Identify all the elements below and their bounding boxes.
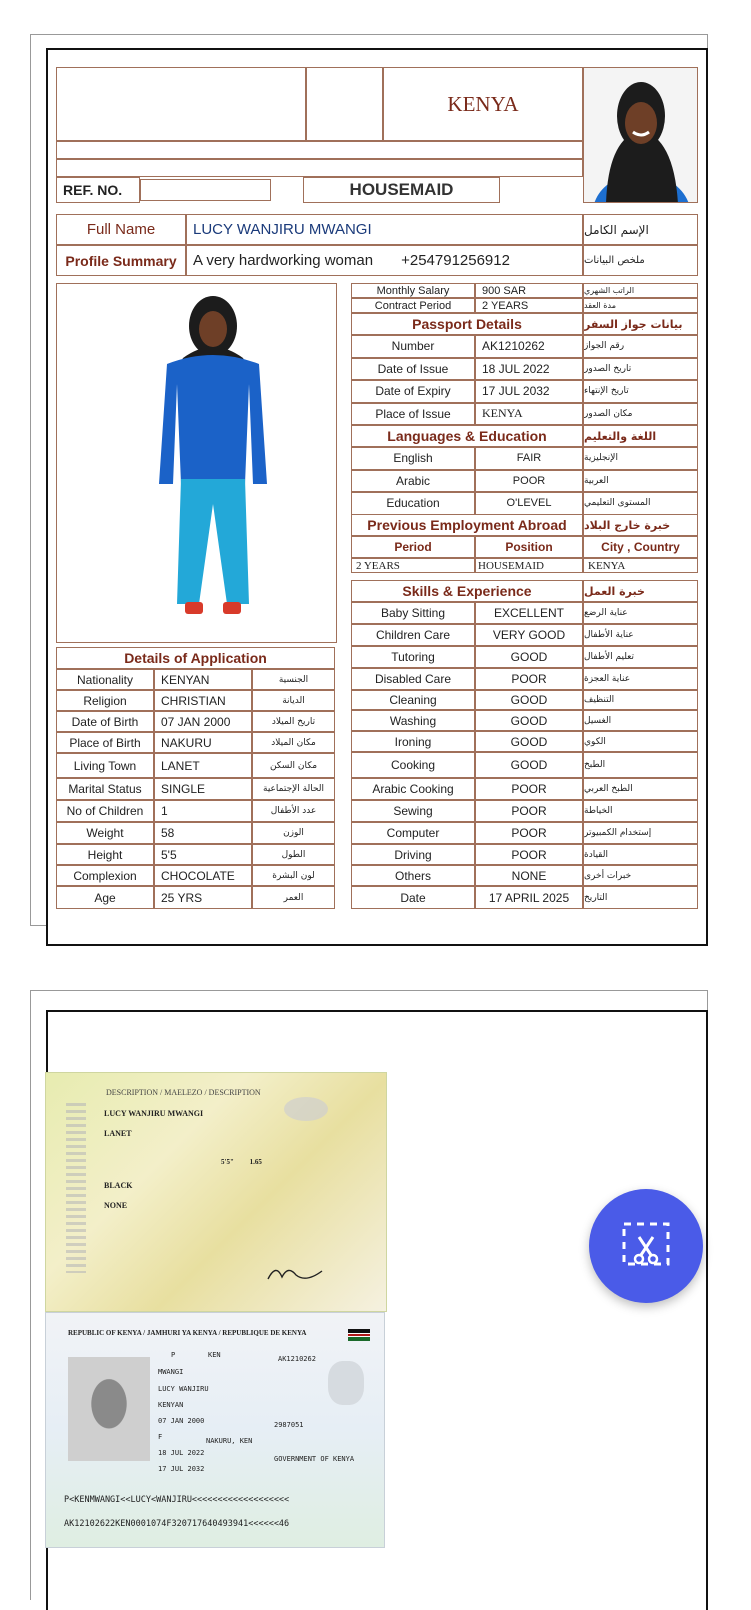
job-title: HOUSEMAID xyxy=(303,177,500,203)
passport-0-label: Number xyxy=(351,335,475,358)
passport-scan-peculiarities: NONE xyxy=(104,1201,128,1210)
employment-country: KENYA xyxy=(583,558,698,573)
skill-6-ar: الكوي xyxy=(583,731,698,752)
application-10-value: 25 YRS xyxy=(154,886,252,909)
passport-0-ar: رقم الجواز xyxy=(583,335,698,358)
language-1-value: POOR xyxy=(475,470,583,493)
passport-3-label: Place of Issue xyxy=(351,403,475,426)
application-9-ar: لون البشرة xyxy=(252,865,335,886)
contract-1-label: Contract Period xyxy=(351,298,475,313)
employment-position: HOUSEMAID xyxy=(475,558,583,573)
language-2-label: Education xyxy=(351,492,475,515)
skill-2-value: GOOD xyxy=(475,646,583,668)
skills-title: Skills & Experience xyxy=(351,580,583,602)
passport-surname: MWANGI xyxy=(158,1368,184,1376)
profile-ar: ملخص البيانات xyxy=(583,245,698,276)
skill-0-label: Baby Sitting xyxy=(351,602,475,624)
language-0-label: English xyxy=(351,447,475,470)
application-6-ar: عدد الأطفال xyxy=(252,800,335,822)
language-2-value: O'LEVEL xyxy=(475,492,583,515)
skill-7-value: GOOD xyxy=(475,752,583,778)
application-5-value: SINGLE xyxy=(154,778,252,800)
application-3-label: Place of Birth xyxy=(56,732,154,753)
passport-doi: 18 JUL 2022 xyxy=(158,1449,205,1457)
employment-period: 2 YEARS xyxy=(351,558,475,573)
passport-title-ar: بيانات جواز السفر xyxy=(583,313,698,335)
application-7-ar: الوزن xyxy=(252,822,335,844)
skill-1-label: Children Care xyxy=(351,624,475,646)
application-8-ar: الطول xyxy=(252,844,335,865)
language-0-ar: الإنجليزية xyxy=(583,447,698,470)
ref-label: REF. NO. xyxy=(56,177,140,203)
application-1-ar: الديانة xyxy=(252,690,335,711)
application-8-value: 5'5 xyxy=(154,844,252,865)
application-5-ar: الحالة الإجتماعية xyxy=(252,778,335,800)
skill-3-value: POOR xyxy=(475,668,583,690)
application-2-label: Date of Birth xyxy=(56,711,154,732)
skill-4-value: GOOD xyxy=(475,690,583,710)
employment-title-ar: خبرة خارج البلاد xyxy=(583,514,698,536)
application-3-value: NAKURU xyxy=(154,732,252,753)
full-name-ar: الإسم الكامل xyxy=(583,214,698,245)
application-4-ar: مكان السكن xyxy=(252,753,335,778)
application-3-ar: مكان الميلاد xyxy=(252,732,335,753)
skill-8-ar: الطبخ العربي xyxy=(583,778,698,800)
skill-12-ar: خبرات أخرى xyxy=(583,865,698,886)
skill-9-value: POOR xyxy=(475,800,583,822)
passport-1-value: 18 JUL 2022 xyxy=(475,358,583,381)
passport-0-value: AK1210262 xyxy=(475,335,583,358)
profile-text: A very hardworking woman xyxy=(193,252,374,269)
passport-scan-height xyxy=(221,1158,262,1166)
skill-2-ar: تعليم الأطفال xyxy=(583,646,698,668)
passport-sex: F xyxy=(158,1433,163,1441)
application-10-ar: العمر xyxy=(252,886,335,909)
application-1-value: CHRISTIAN xyxy=(154,690,252,711)
application-4-label: Living Town xyxy=(56,753,154,778)
skill-5-ar: الغسيل xyxy=(583,710,698,731)
passport-doe: 17 JUL 2032 xyxy=(158,1465,205,1473)
application-6-label: No of Children xyxy=(56,800,154,822)
employment-col-country: City , Country xyxy=(583,536,698,558)
passport-scan-eyes: BLACK xyxy=(104,1181,133,1190)
skill-6-label: Ironing xyxy=(351,731,475,752)
contract-0-ar: الراتب الشهري xyxy=(583,283,698,298)
passport-2-value: 17 JUL 2032 xyxy=(475,380,583,403)
phone-number: +254791256912 xyxy=(401,252,510,269)
screenshot-scissors-icon xyxy=(619,1219,673,1273)
passport-page-data xyxy=(45,1312,385,1548)
passport-code: KEN xyxy=(208,1351,221,1359)
height-meters: 1.65 xyxy=(249,1158,262,1166)
language-0-value: FAIR xyxy=(475,447,583,470)
profile-value xyxy=(186,245,583,276)
full-name-value: LUCY WANJIRU MWANGI xyxy=(186,214,583,245)
passport-3-value: KENYA xyxy=(475,403,583,426)
passport-emblem xyxy=(284,1097,328,1121)
skill-2-label: Tutoring xyxy=(351,646,475,668)
contract-0-value: 900 SAR xyxy=(475,283,583,298)
language-1-label: Arabic xyxy=(351,470,475,493)
desc-header: DESCRIPTION / MAELEZO / DESCRIPTION xyxy=(106,1088,261,1097)
passport-scan-residence: LANET xyxy=(104,1129,132,1138)
skill-10-label: Computer xyxy=(351,822,475,844)
skill-10-ar: إستخدام الكمبيوتر xyxy=(583,822,698,844)
passport-number: AK1210262 xyxy=(278,1355,316,1363)
skill-4-label: Cleaning xyxy=(351,690,475,710)
skill-3-ar: عناية العجزة xyxy=(583,668,698,690)
skill-13-ar: التاريخ xyxy=(583,886,698,909)
application-title: Details of Application xyxy=(56,647,335,669)
skill-7-ar: الطبخ xyxy=(583,752,698,778)
skill-12-value: NONE xyxy=(475,865,583,886)
passport-nationality: KENYAN xyxy=(158,1401,184,1409)
passport-1-label: Date of Issue xyxy=(351,358,475,381)
kenya-flag-icon xyxy=(348,1329,370,1341)
application-0-label: Nationality xyxy=(56,669,154,690)
passport-perforation xyxy=(66,1103,86,1273)
passport-id-no: 2987051 xyxy=(274,1421,304,1429)
language-1-ar: العربية xyxy=(583,470,698,493)
skill-0-ar: عناية الرضع xyxy=(583,602,698,624)
languages-title: Languages & Education xyxy=(351,425,583,447)
application-1-label: Religion xyxy=(56,690,154,711)
skill-13-label: Date xyxy=(351,886,475,909)
application-6-value: 1 xyxy=(154,800,252,822)
signature-mark xyxy=(266,1261,326,1285)
employment-title: Previous Employment Abroad xyxy=(351,514,583,536)
passport-page-description xyxy=(45,1072,387,1312)
skill-8-label: Arabic Cooking xyxy=(351,778,475,800)
skill-7-label: Cooking xyxy=(351,752,475,778)
application-8-label: Height xyxy=(56,844,154,865)
skill-8-value: POOR xyxy=(475,778,583,800)
skill-5-value: GOOD xyxy=(475,710,583,731)
application-9-value: CHOCOLATE xyxy=(154,865,252,886)
profile-label: Profile Summary xyxy=(56,245,186,276)
application-7-label: Weight xyxy=(56,822,154,844)
contract-0-label: Monthly Salary xyxy=(351,283,475,298)
application-10-label: Age xyxy=(56,886,154,909)
application-0-ar: الجنسية xyxy=(252,669,335,690)
application-5-label: Marital Status xyxy=(56,778,154,800)
kenya-map-watermark xyxy=(328,1361,364,1405)
application-9-label: Complexion xyxy=(56,865,154,886)
skills-title-ar: خبرة العمل xyxy=(583,580,698,602)
contract-1-value: 2 YEARS xyxy=(475,298,583,313)
contract-1-ar: مدة العقد xyxy=(583,298,698,313)
skill-12-label: Others xyxy=(351,865,475,886)
language-2-ar: المستوى التعليمي xyxy=(583,492,698,515)
skill-13-value: 17 APRIL 2025 xyxy=(475,886,583,909)
passport-2-ar: تاريخ الإنتهاء xyxy=(583,380,698,403)
skill-6-value: GOOD xyxy=(475,731,583,752)
passport-2-label: Date of Expiry xyxy=(351,380,475,403)
skill-9-ar: الخياطة xyxy=(583,800,698,822)
screenshot-fab-button[interactable] xyxy=(589,1189,703,1303)
passport-type: P xyxy=(171,1351,176,1359)
application-0-value: KENYAN xyxy=(154,669,252,690)
ref-value xyxy=(140,179,271,201)
employment-col-period: Period xyxy=(351,536,475,558)
skill-11-ar: القيادة xyxy=(583,844,698,865)
passport-authority: GOVERNMENT OF KENYA xyxy=(274,1455,355,1463)
full-body-photo xyxy=(56,283,337,643)
skill-11-value: POOR xyxy=(475,844,583,865)
mrz-line-1: P<KENMWANGI<<LUCY<WANJIRU<<<<<<<<<<<<<<<<<<< xyxy=(64,1495,290,1505)
passport-title: Passport Details xyxy=(351,313,583,335)
height-feet: 5'5" xyxy=(221,1158,234,1166)
passport-scan-name: LUCY WANJIRU MWANGI xyxy=(104,1109,204,1118)
languages-title-ar: اللغة والتعليم xyxy=(583,425,698,447)
mrz-line-2: AK12102622KEN0001074F320717640493941<<<<<<46 xyxy=(64,1519,290,1529)
skill-1-value: VERY GOOD xyxy=(475,624,583,646)
skill-3-label: Disabled Care xyxy=(351,668,475,690)
headshot-photo xyxy=(583,67,698,203)
passport-3-ar: مكان الصدور xyxy=(583,403,698,426)
employment-col-position: Position xyxy=(475,536,583,558)
passport-1-ar: تاريخ الصدور xyxy=(583,358,698,381)
skill-5-label: Washing xyxy=(351,710,475,731)
passport-portrait xyxy=(68,1357,150,1461)
skill-9-label: Sewing xyxy=(351,800,475,822)
passport-given: LUCY WANJIRU xyxy=(158,1385,209,1393)
application-2-ar: تاريخ الميلاد xyxy=(252,711,335,732)
application-7-value: 58 xyxy=(154,822,252,844)
passport-dob: 07 JAN 2000 xyxy=(158,1417,205,1425)
skill-0-value: EXCELLENT xyxy=(475,602,583,624)
country-title: KENYA xyxy=(383,67,583,141)
skill-11-label: Driving xyxy=(351,844,475,865)
application-4-value: LANET xyxy=(154,753,252,778)
full-name-label: Full Name xyxy=(56,214,186,245)
skill-4-ar: التنظيف xyxy=(583,690,698,710)
skill-1-ar: عناية الأطفال xyxy=(583,624,698,646)
republic-header: REPUBLIC OF KENYA / JAMHURI YA KENYA / REPUBLIQUE DE KENYA xyxy=(68,1329,307,1337)
application-2-value: 07 JAN 2000 xyxy=(154,711,252,732)
skill-10-value: POOR xyxy=(475,822,583,844)
passport-pob: NAKURU, KEN xyxy=(206,1437,253,1445)
